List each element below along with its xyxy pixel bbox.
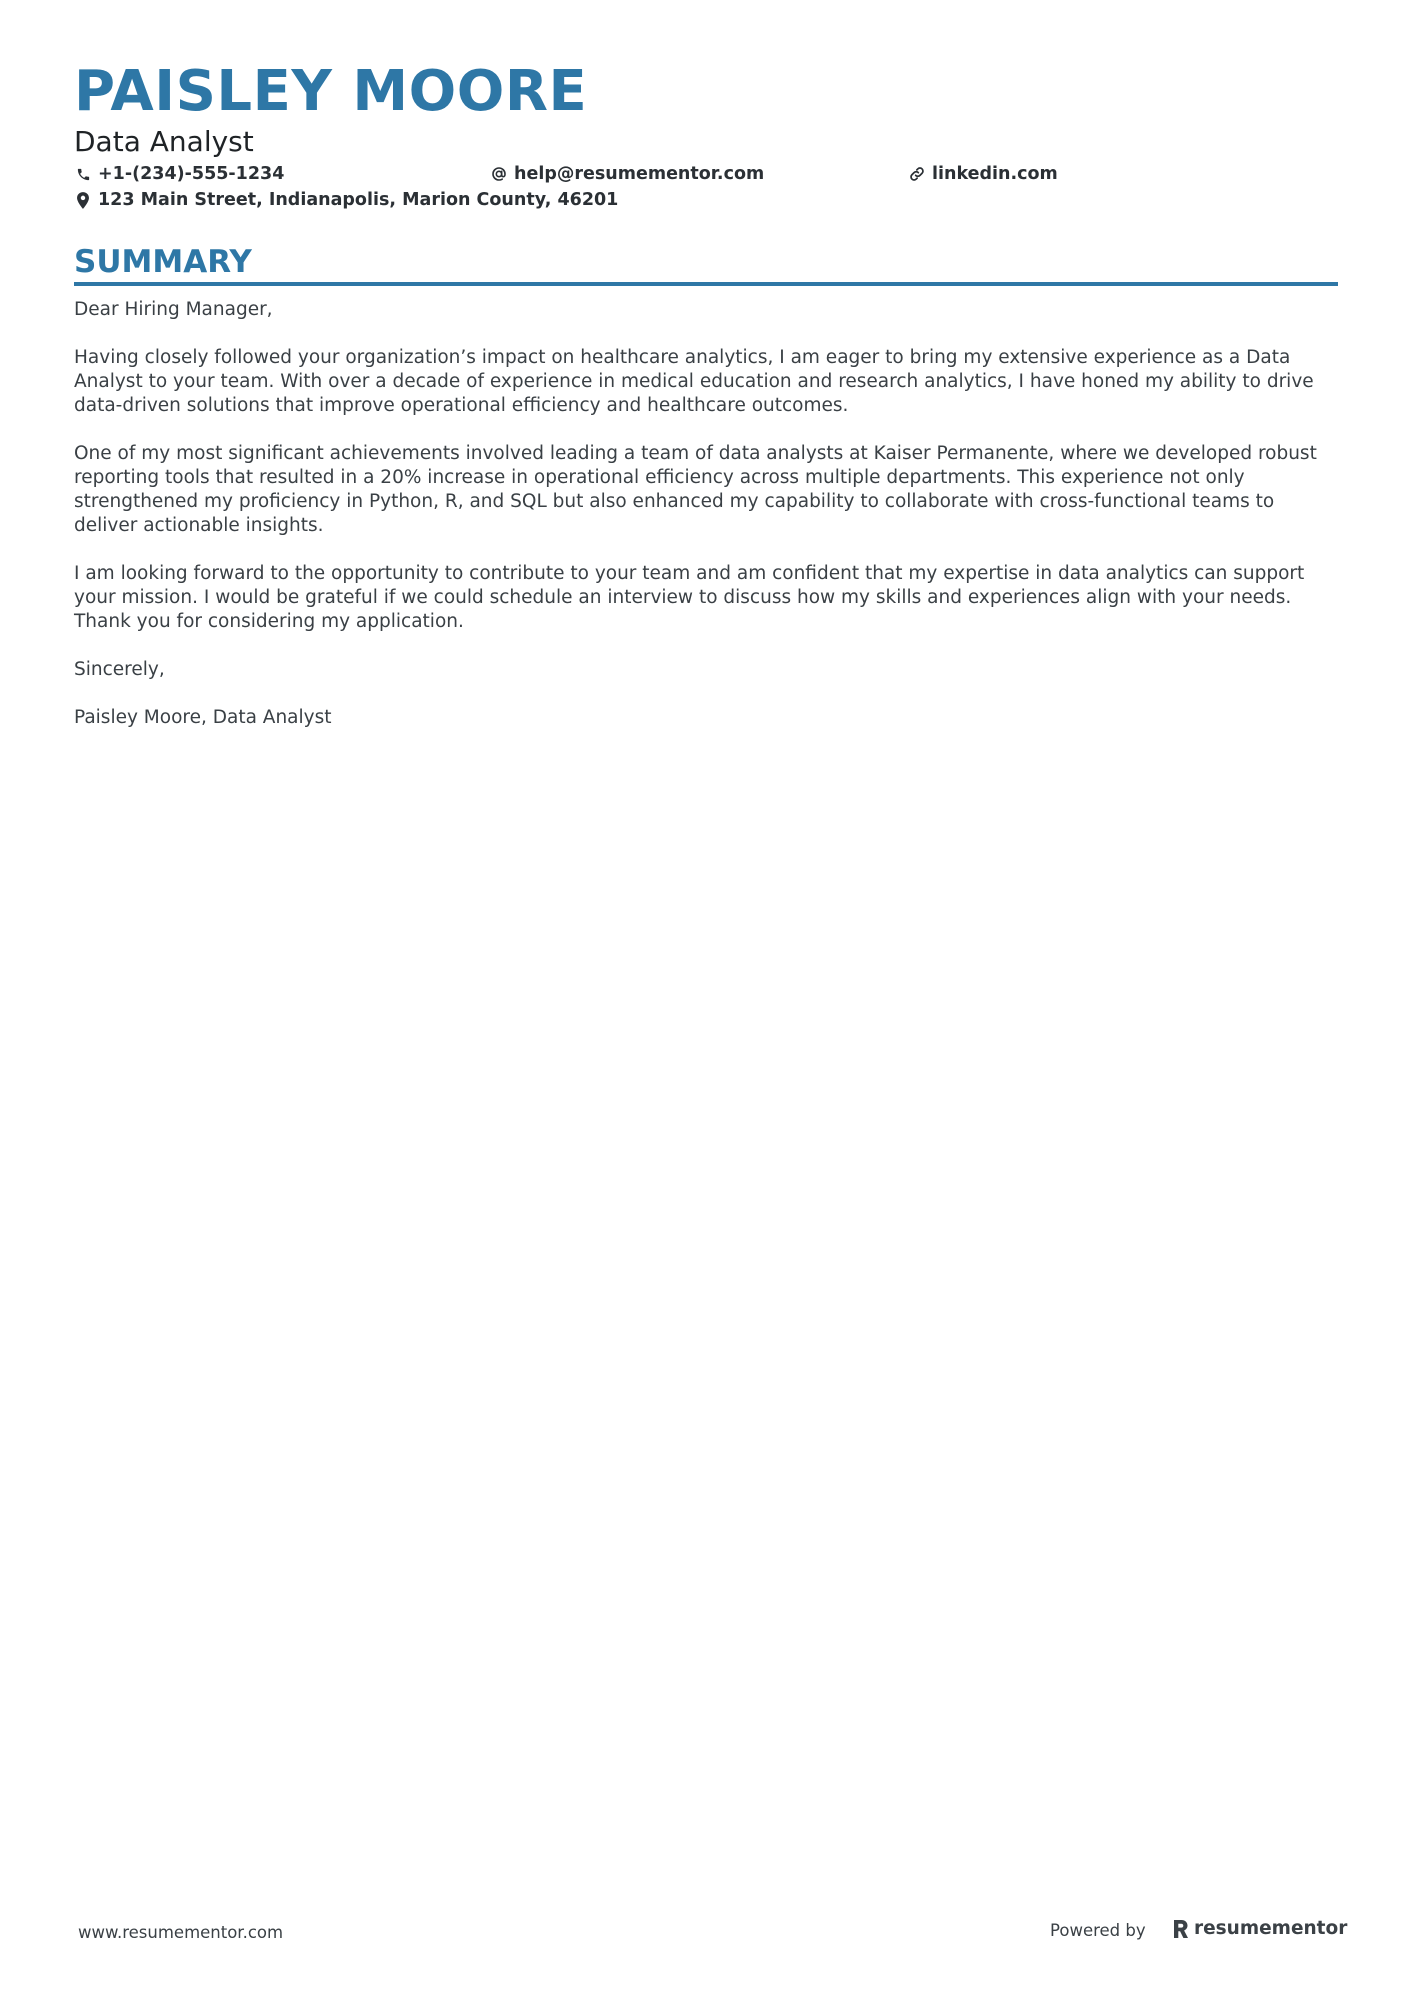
footer-brand[interactable]: [1172, 1916, 1347, 1942]
email-text[interactable]: help@resumementor.com: [514, 164, 765, 184]
footer-website[interactable]: www.resumementor.com: [78, 1923, 284, 1942]
contact-email: [490, 162, 764, 186]
signature-line: Paisley Moore, Data Analyst: [74, 707, 332, 728]
salutation: Dear Hiring Manager,: [74, 299, 273, 320]
at-icon: [490, 165, 508, 183]
letter-paragraph-achievement: One of my most significant achievements involved leading a team of data analysts at Kaiser Permanente, where we developed robust reporting tools that resulted in a 20% increase in operational efficiency across multiple departments. This experience not only strengthened my proficiency in Python, R, and SQL but also enhanced my capability to collaborate with cross-functional teams to deliver actionable insights.: [74, 443, 1317, 536]
phone-icon: [74, 165, 92, 183]
brand-name: resumementor: [1194, 1918, 1348, 1939]
summary-heading: SUMMARY: [74, 244, 252, 280]
candidate-role: Data Analyst: [74, 125, 254, 158]
link-icon: [908, 165, 926, 183]
section-divider: [74, 282, 1338, 286]
contact-phone: [74, 162, 284, 186]
contact-address: [74, 188, 618, 212]
letter-paragraph-intro: Having closely followed your organization’s impact on healthcare analytics, I am eager to bring my extensive experience as a Data Analyst to your team. With over a decade of experience in medical education and research analytics, I have honed my ability to drive data-driven solutions that improve operational efficiency and healthcare outcomes.: [74, 347, 1314, 416]
letter-body: [74, 298, 1338, 754]
map-pin-icon: [74, 191, 92, 209]
linkedin-text[interactable]: linkedin.com: [932, 164, 1058, 184]
resumementor-logo-icon: [1172, 1918, 1190, 1940]
footer-powered-by: Powered by: [1050, 1921, 1146, 1940]
sign-off: Sincerely,: [74, 659, 165, 680]
address-text: 123 Main Street, Indianapolis, Marion County, 46201: [98, 190, 619, 210]
candidate-name: PAISLEY MOORE: [74, 59, 588, 124]
phone-text[interactable]: +1-(234)-555-1234: [98, 164, 285, 184]
contact-linkedin: [908, 162, 1058, 186]
letter-paragraph-closing: I am looking forward to the opportunity to contribute to your team and am confident that my expertise in data analytics can support your mission. I would be grateful if we could schedule an interview to discuss how my skills and experiences align with your needs. Thank you for considering my application.: [74, 563, 1305, 632]
